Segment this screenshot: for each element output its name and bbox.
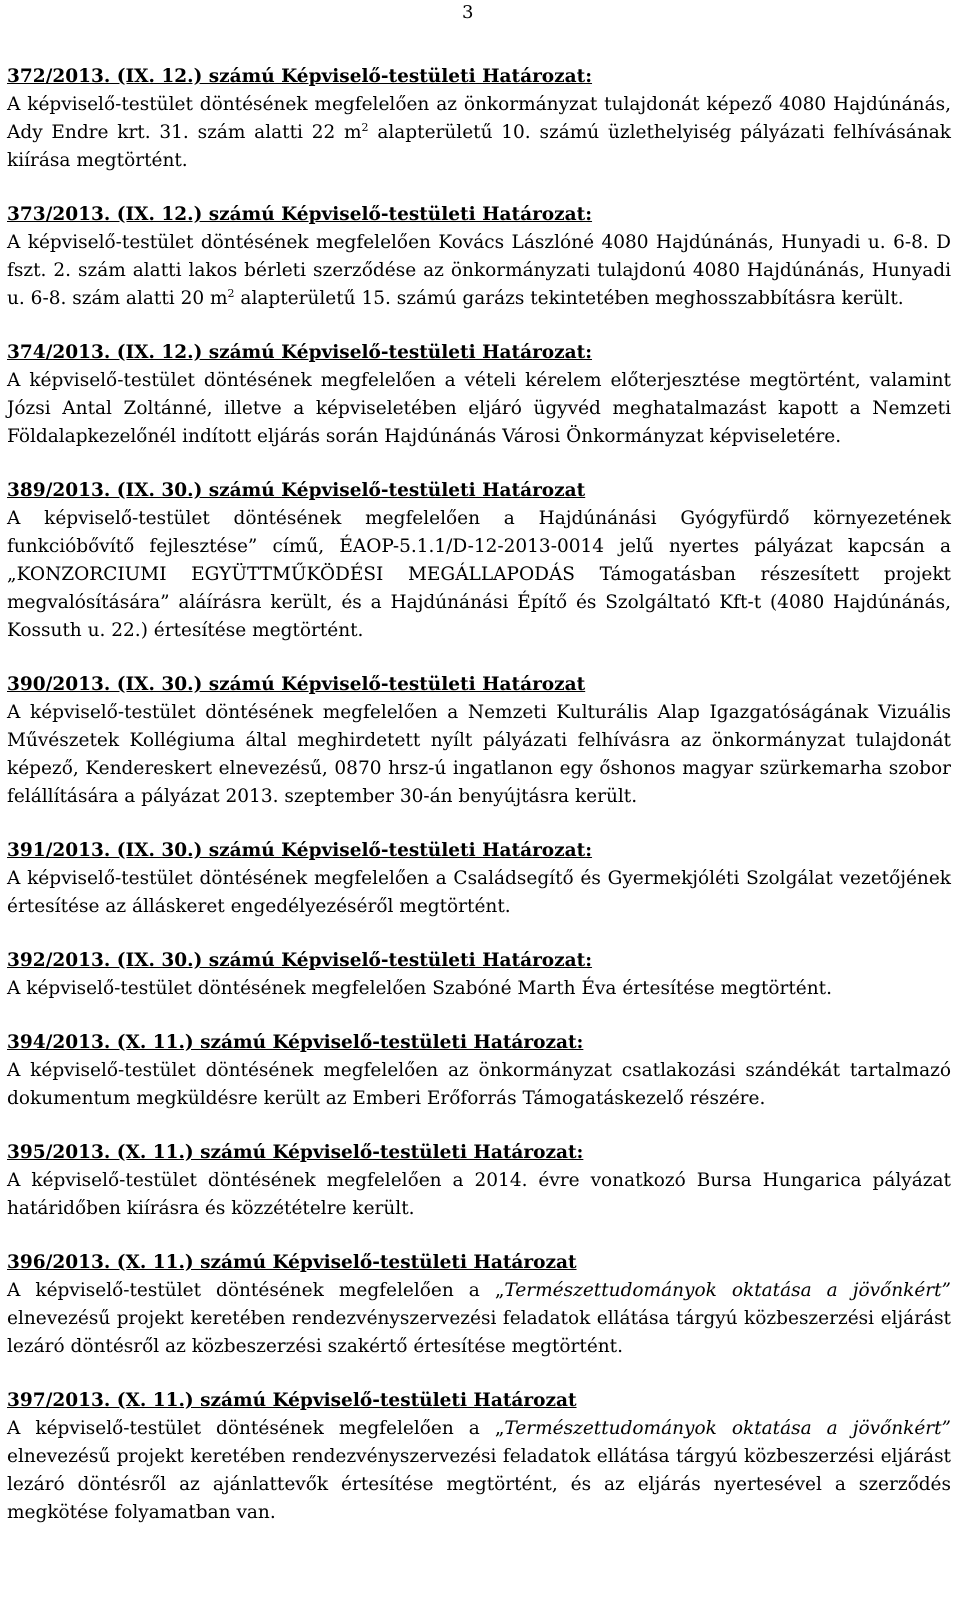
- decision-title: 395/2013. (X. 11.) számú Képviselő-testületi Határozat:: [7, 1142, 584, 1163]
- body-text: A képviselő-testület döntésének megfelelően a Nemzeti Kulturális Alap Igazgatóságának Vizuális Művészetek Kollégiuma által meghirdetett nyílt pályázati felhívásra az önkormányzat tulajdonát képező, Kendereskert elnevezésű, 0870 hrsz-ú ingatlanon egy őshonos magyar szürkemarha szobor felállítására a pályázat 2013. szeptember 30-án benyújtásra került.: [7, 702, 951, 807]
- decision-title: 390/2013. (IX. 30.) számú Képviselő-testületi Határozat: [7, 674, 586, 695]
- body-text: A képviselő-testület döntésének megfelelően az önkormányzat tulajdonát képező 4080 Hajdúnánás, Ady Endre krt. 31. szám alatti 22 m: [7, 94, 951, 143]
- superscript-text: 2: [361, 120, 369, 134]
- decision-body: [7, 505, 951, 645]
- decision-body: [7, 367, 951, 451]
- decision-title: 392/2013. (IX. 30.) számú Képviselő-testületi Határozat:: [7, 950, 593, 971]
- decision-item: [7, 1387, 951, 1527]
- body-text: A képviselő-testület döntésének megfelelően a „: [7, 1418, 505, 1439]
- decision-body: [7, 699, 951, 811]
- decision-title: 397/2013. (X. 11.) számú Képviselő-testületi Határozat: [7, 1390, 577, 1411]
- body-text: alapterületű 15. számú garázs tekintetében meghosszabbításra került.: [234, 288, 904, 309]
- decision-item: [7, 1249, 951, 1361]
- decision-title: 391/2013. (IX. 30.) számú Képviselő-testületi Határozat:: [7, 840, 593, 861]
- decision-title: 389/2013. (IX. 30.) számú Képviselő-testületi Határozat: [7, 480, 586, 501]
- decision-body: [7, 91, 951, 175]
- decision-item: [7, 947, 951, 1003]
- decision-item: [7, 201, 951, 313]
- body-text: A képviselő-testület döntésének megfelelően a vételi kérelem előterjesztése megtörtént, valamint Józsi Antal Zoltánné, illetve a képviseletében eljáró ügyvéd meghatalmazást kapott a Nemzeti Földalapkezelőnél indított eljárás során Hajdúnánás Városi Önkormányzat képviseletére.: [7, 370, 951, 447]
- decision-item: [7, 1139, 951, 1223]
- body-text: A képviselő-testület döntésének megfelelően Kovács Lászlóné 4080 Hajdúnánás, Hunyadi u. 6-8. D fszt. 2. szám alatti lakos bérleti szerződése az önkormányzati tulajdonú 4080 Hajdúnánás, Hunyadi u. 6-8. szám alatti 20 m: [7, 232, 951, 309]
- decision-item: [7, 339, 951, 451]
- decision-body: [7, 1167, 951, 1223]
- decision-title: 374/2013. (IX. 12.) számú Képviselő-testületi Határozat:: [7, 342, 593, 363]
- decision-item: [7, 63, 951, 175]
- decision-item: [7, 1029, 951, 1113]
- body-text: elnevezésű projekt keretében rendezvényszervezési feladatok ellátása tárgyú közbeszerzési eljárást lezáró döntésről az ajánlattevők értesítése megtörtént, és az eljárás nyertesével a szerződés megkötése folyamatban van.: [7, 1446, 951, 1523]
- body-text: A képviselő-testület döntésének megfelelően a 2014. évre vonatkozó Bursa Hungarica pályázat határidőben kiírásra és közzétételre került.: [7, 1170, 951, 1219]
- body-text: A képviselő-testület döntésének megfelelően az önkormányzat csatlakozási szándékát tartalmazó dokumentum megküldésre került az Emberi Erőforrás Támogatáskezelő részére.: [7, 1060, 951, 1109]
- body-text: A képviselő-testület döntésének megfelelően a Családsegítő és Gyermekjóléti Szolgálat vezetőjének értesítése az álláskeret engedélyezéséről megtörtént.: [7, 868, 951, 917]
- italic-text: Természettudományok oktatása a jövőnkért”: [504, 1418, 951, 1439]
- body-text: A képviselő-testület döntésének megfelelően Szabóné Marth Éva értesítése megtörtént.: [7, 978, 832, 999]
- italic-text: Természettudományok oktatása a jövőnkért”: [504, 1280, 951, 1301]
- decision-title: 373/2013. (IX. 12.) számú Képviselő-testületi Határozat:: [7, 204, 593, 225]
- body-text: elnevezésű projekt keretében rendezvényszervezési feladatok ellátása tárgyú közbeszerzési eljárást lezáró döntésről az közbeszerzési szakértő értesítése megtörtént.: [7, 1308, 951, 1357]
- decision-body: [7, 229, 951, 313]
- superscript-text: 2: [227, 286, 235, 300]
- body-text: alapterületű 10. számú üzlethelyiség pályázati felhívásának kiírása megtörtént.: [7, 122, 951, 171]
- decision-title: 372/2013. (IX. 12.) számú Képviselő-testületi Határozat:: [7, 66, 593, 87]
- decision-title: 396/2013. (X. 11.) számú Képviselő-testületi Határozat: [7, 1252, 577, 1273]
- decision-list: [7, 63, 951, 1553]
- decision-item: [7, 837, 951, 921]
- page-number: 3: [462, 2, 474, 23]
- decision-body: [7, 1057, 951, 1113]
- decision-body: [7, 1415, 951, 1527]
- decision-title: 394/2013. (X. 11.) számú Képviselő-testületi Határozat:: [7, 1032, 584, 1053]
- body-text: A képviselő-testület döntésének megfelelően a „: [7, 1280, 505, 1301]
- decision-body: [7, 1277, 951, 1361]
- body-text: A képviselő-testület döntésének megfelelően a Hajdúnánási Gyógyfürdő környezetének funkcióbővítő fejlesztése” című, ÉAOP-5.1.1/D-12-2013-0014 jelű nyertes pályázat kapcsán a „KONZORCIUMI EGYÜTTMŰKÖDÉSI MEGÁLLAPODÁS Támogatásban részesített projekt megvalósítására” aláírásra került, és a Hajdúnánási Építő és Szolgáltató Kft-t (4080 Hajdúnánás, Kossuth u. 22.) értesítése megtörtént.: [7, 508, 951, 641]
- decision-body: [7, 865, 951, 921]
- decision-item: [7, 477, 951, 645]
- decision-item: [7, 671, 951, 811]
- decision-body: [7, 975, 951, 1003]
